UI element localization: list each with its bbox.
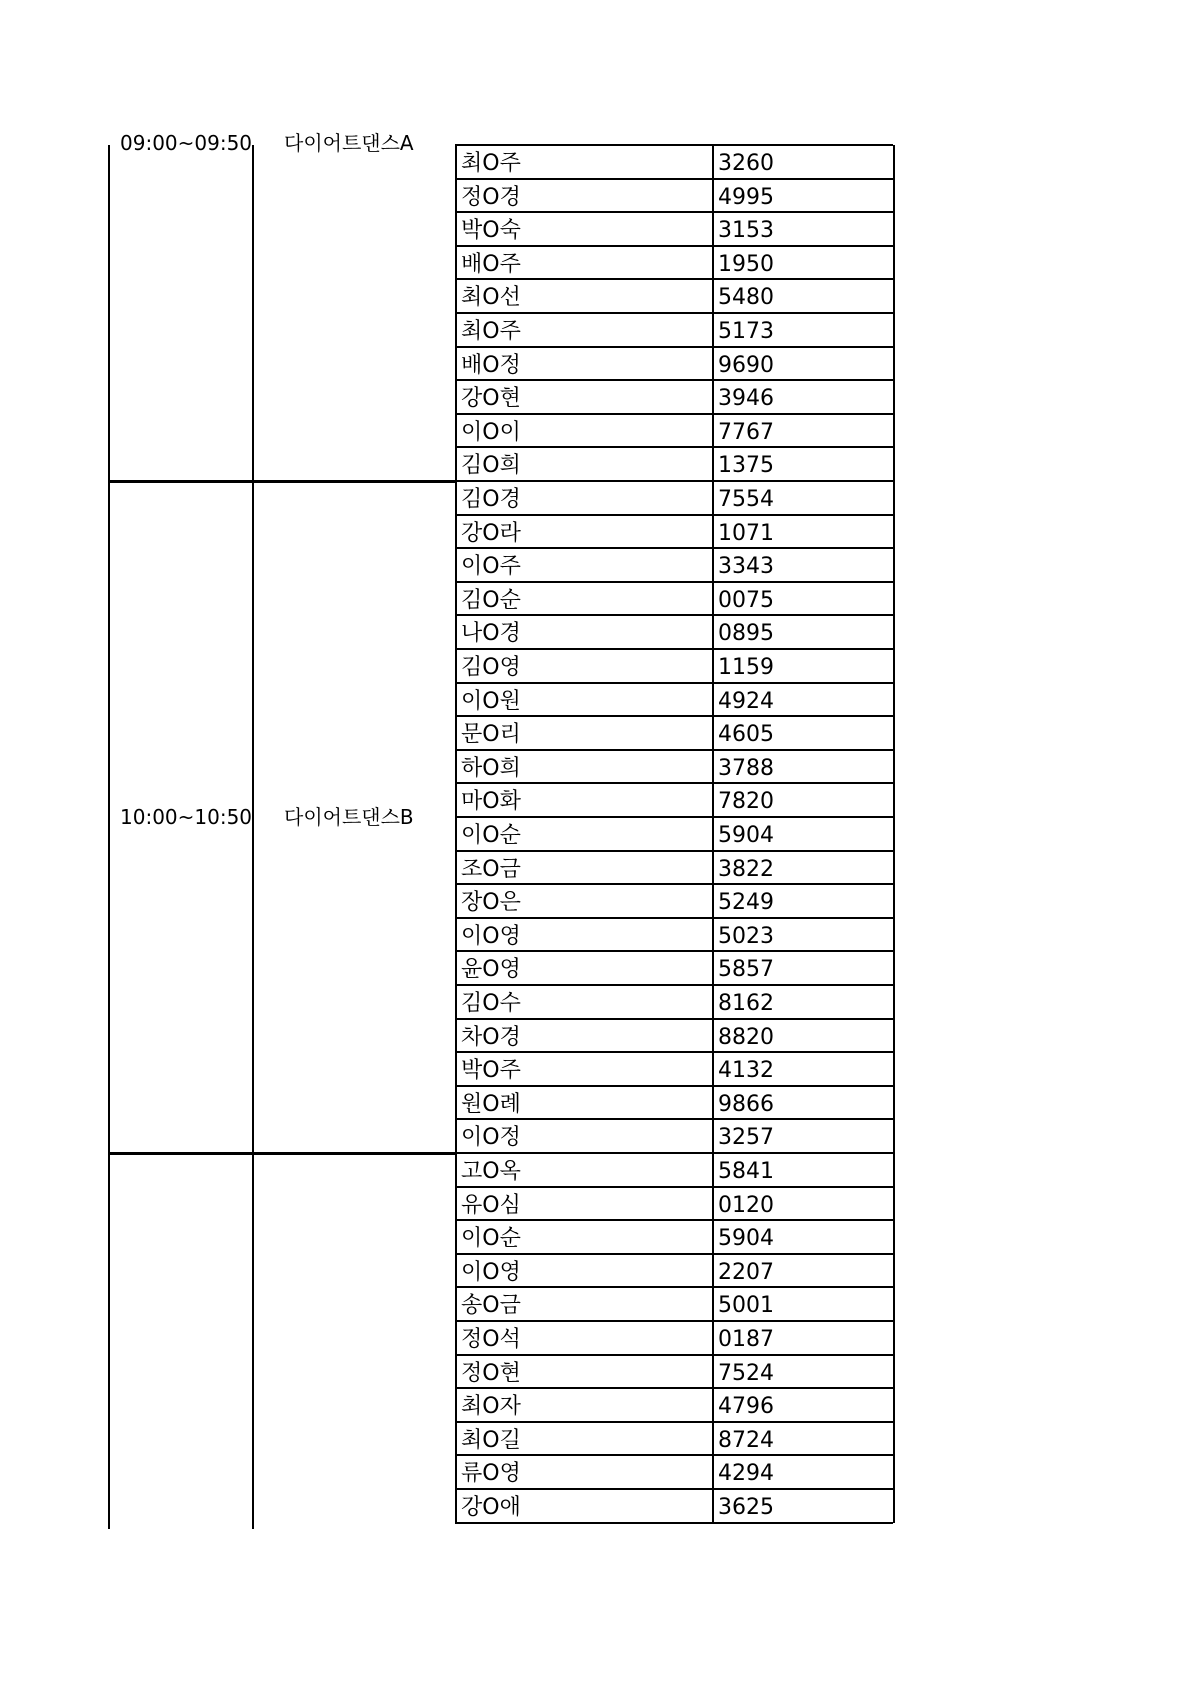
member-code-cell: 5841 xyxy=(718,1159,774,1184)
member-name-cell: 김O영 xyxy=(461,655,521,680)
member-code-cell: 0895 xyxy=(718,621,774,647)
member-name-cell: 김O경 xyxy=(461,487,521,512)
member-code-cell: 3153 xyxy=(718,218,774,244)
name-column-border xyxy=(455,145,457,1523)
member-code-cell: 2207 xyxy=(718,1259,774,1285)
member-name-cell: 최O주 xyxy=(461,151,521,176)
member-name-cell: 하O희 xyxy=(461,755,521,781)
member-code-cell: 7820 xyxy=(718,789,774,815)
member-name-cell: 박O주 xyxy=(461,1058,521,1084)
time-slot-label: 10:00~10:50 xyxy=(120,805,253,829)
member-name-cell: 정O경 xyxy=(461,184,521,210)
member-name-cell: 이O원 xyxy=(461,688,521,714)
member-name-cell: 장O은 xyxy=(461,890,521,916)
member-name-cell: 배O정 xyxy=(461,352,521,378)
block-separator xyxy=(108,1152,455,1155)
time-slot-label: 09:00~09:50 xyxy=(120,131,253,155)
member-name-cell: 김O희 xyxy=(461,453,521,479)
member-code-cell: 5173 xyxy=(718,319,774,344)
member-code-cell: 3625 xyxy=(718,1495,774,1520)
member-name-cell: 유O심 xyxy=(461,1192,521,1218)
member-name-cell: 조O금 xyxy=(461,856,521,882)
member-code-cell: 5023 xyxy=(718,923,774,949)
member-code-cell: 5249 xyxy=(718,890,774,916)
member-name-cell: 배O주 xyxy=(461,251,521,277)
block-separator xyxy=(108,480,455,483)
member-name-cell: 김O수 xyxy=(461,991,521,1016)
member-code-cell: 1950 xyxy=(718,251,774,277)
member-code-cell: 9866 xyxy=(718,1091,774,1117)
member-name-cell: 이O이 xyxy=(461,419,521,445)
time-column-border xyxy=(252,145,254,1529)
member-name-cell: 강O애 xyxy=(461,1495,521,1520)
member-code-cell: 4796 xyxy=(718,1394,774,1420)
member-name-cell: 최O길 xyxy=(461,1427,521,1453)
member-code-cell: 5904 xyxy=(718,823,774,848)
member-code-cell: 3257 xyxy=(718,1125,774,1151)
member-name-cell: 강O라 xyxy=(461,520,521,546)
member-name-cell: 송O금 xyxy=(461,1293,521,1319)
member-code-cell: 3343 xyxy=(718,554,774,580)
member-code-cell: 0075 xyxy=(718,587,774,613)
program-name-label: 다이어트댄스A xyxy=(284,131,414,155)
member-name-cell: 강O현 xyxy=(461,386,521,412)
member-code-cell: 3946 xyxy=(718,386,774,412)
code-column-border xyxy=(712,145,714,1523)
member-code-cell: 3260 xyxy=(718,151,774,176)
member-code-cell: 8162 xyxy=(718,991,774,1016)
member-name-cell: 김O순 xyxy=(461,587,521,613)
member-code-cell: 0187 xyxy=(718,1327,774,1352)
member-code-cell: 5001 xyxy=(718,1293,774,1319)
row-divider xyxy=(455,1522,893,1524)
right-border xyxy=(893,145,895,1523)
member-name-cell: 문O리 xyxy=(461,722,521,748)
member-code-cell: 1159 xyxy=(718,655,774,680)
member-code-cell: 5904 xyxy=(718,1226,774,1252)
program-name-label: 다이어트댄스B xyxy=(284,805,414,829)
member-code-cell: 7554 xyxy=(718,487,774,512)
member-code-cell: 9690 xyxy=(718,352,774,378)
member-code-cell: 8724 xyxy=(718,1427,774,1453)
member-code-cell: 5480 xyxy=(718,285,774,311)
member-code-cell: 1375 xyxy=(718,453,774,479)
member-name-cell: 나O경 xyxy=(461,621,521,647)
member-name-cell: 최O선 xyxy=(461,285,521,311)
member-name-cell: 이O정 xyxy=(461,1125,521,1151)
member-name-cell: 최O자 xyxy=(461,1394,521,1420)
left-border xyxy=(108,145,110,1529)
member-code-cell: 3822 xyxy=(718,856,774,882)
member-code-cell: 7524 xyxy=(718,1360,774,1386)
member-code-cell: 4995 xyxy=(718,184,774,210)
member-name-cell: 이O순 xyxy=(461,823,521,848)
member-code-cell: 4924 xyxy=(718,688,774,714)
member-code-cell: 4132 xyxy=(718,1058,774,1084)
grid-top-border xyxy=(455,144,893,146)
member-code-cell: 5857 xyxy=(718,957,774,983)
member-code-cell: 8820 xyxy=(718,1024,774,1050)
member-code-cell: 7767 xyxy=(718,419,774,445)
member-name-cell: 차O경 xyxy=(461,1024,521,1050)
member-name-cell: 원O례 xyxy=(461,1091,521,1117)
member-code-cell: 4605 xyxy=(718,722,774,748)
member-code-cell: 0120 xyxy=(718,1192,774,1218)
member-name-cell: 정O현 xyxy=(461,1360,521,1386)
member-name-cell: 마O화 xyxy=(461,789,521,815)
member-name-cell: 윤O영 xyxy=(461,957,521,983)
member-name-cell: 류O영 xyxy=(461,1461,521,1487)
member-code-cell: 4294 xyxy=(718,1461,774,1487)
member-name-cell: 고O옥 xyxy=(461,1159,521,1184)
member-code-cell: 3788 xyxy=(718,755,774,781)
member-name-cell: 박O숙 xyxy=(461,218,521,244)
member-code-cell: 1071 xyxy=(718,520,774,546)
member-name-cell: 정O석 xyxy=(461,1327,521,1352)
member-name-cell: 이O주 xyxy=(461,554,521,580)
member-name-cell: 최O주 xyxy=(461,319,521,344)
member-name-cell: 이O영 xyxy=(461,1259,521,1285)
member-name-cell: 이O영 xyxy=(461,923,521,949)
member-name-cell: 이O순 xyxy=(461,1226,521,1252)
